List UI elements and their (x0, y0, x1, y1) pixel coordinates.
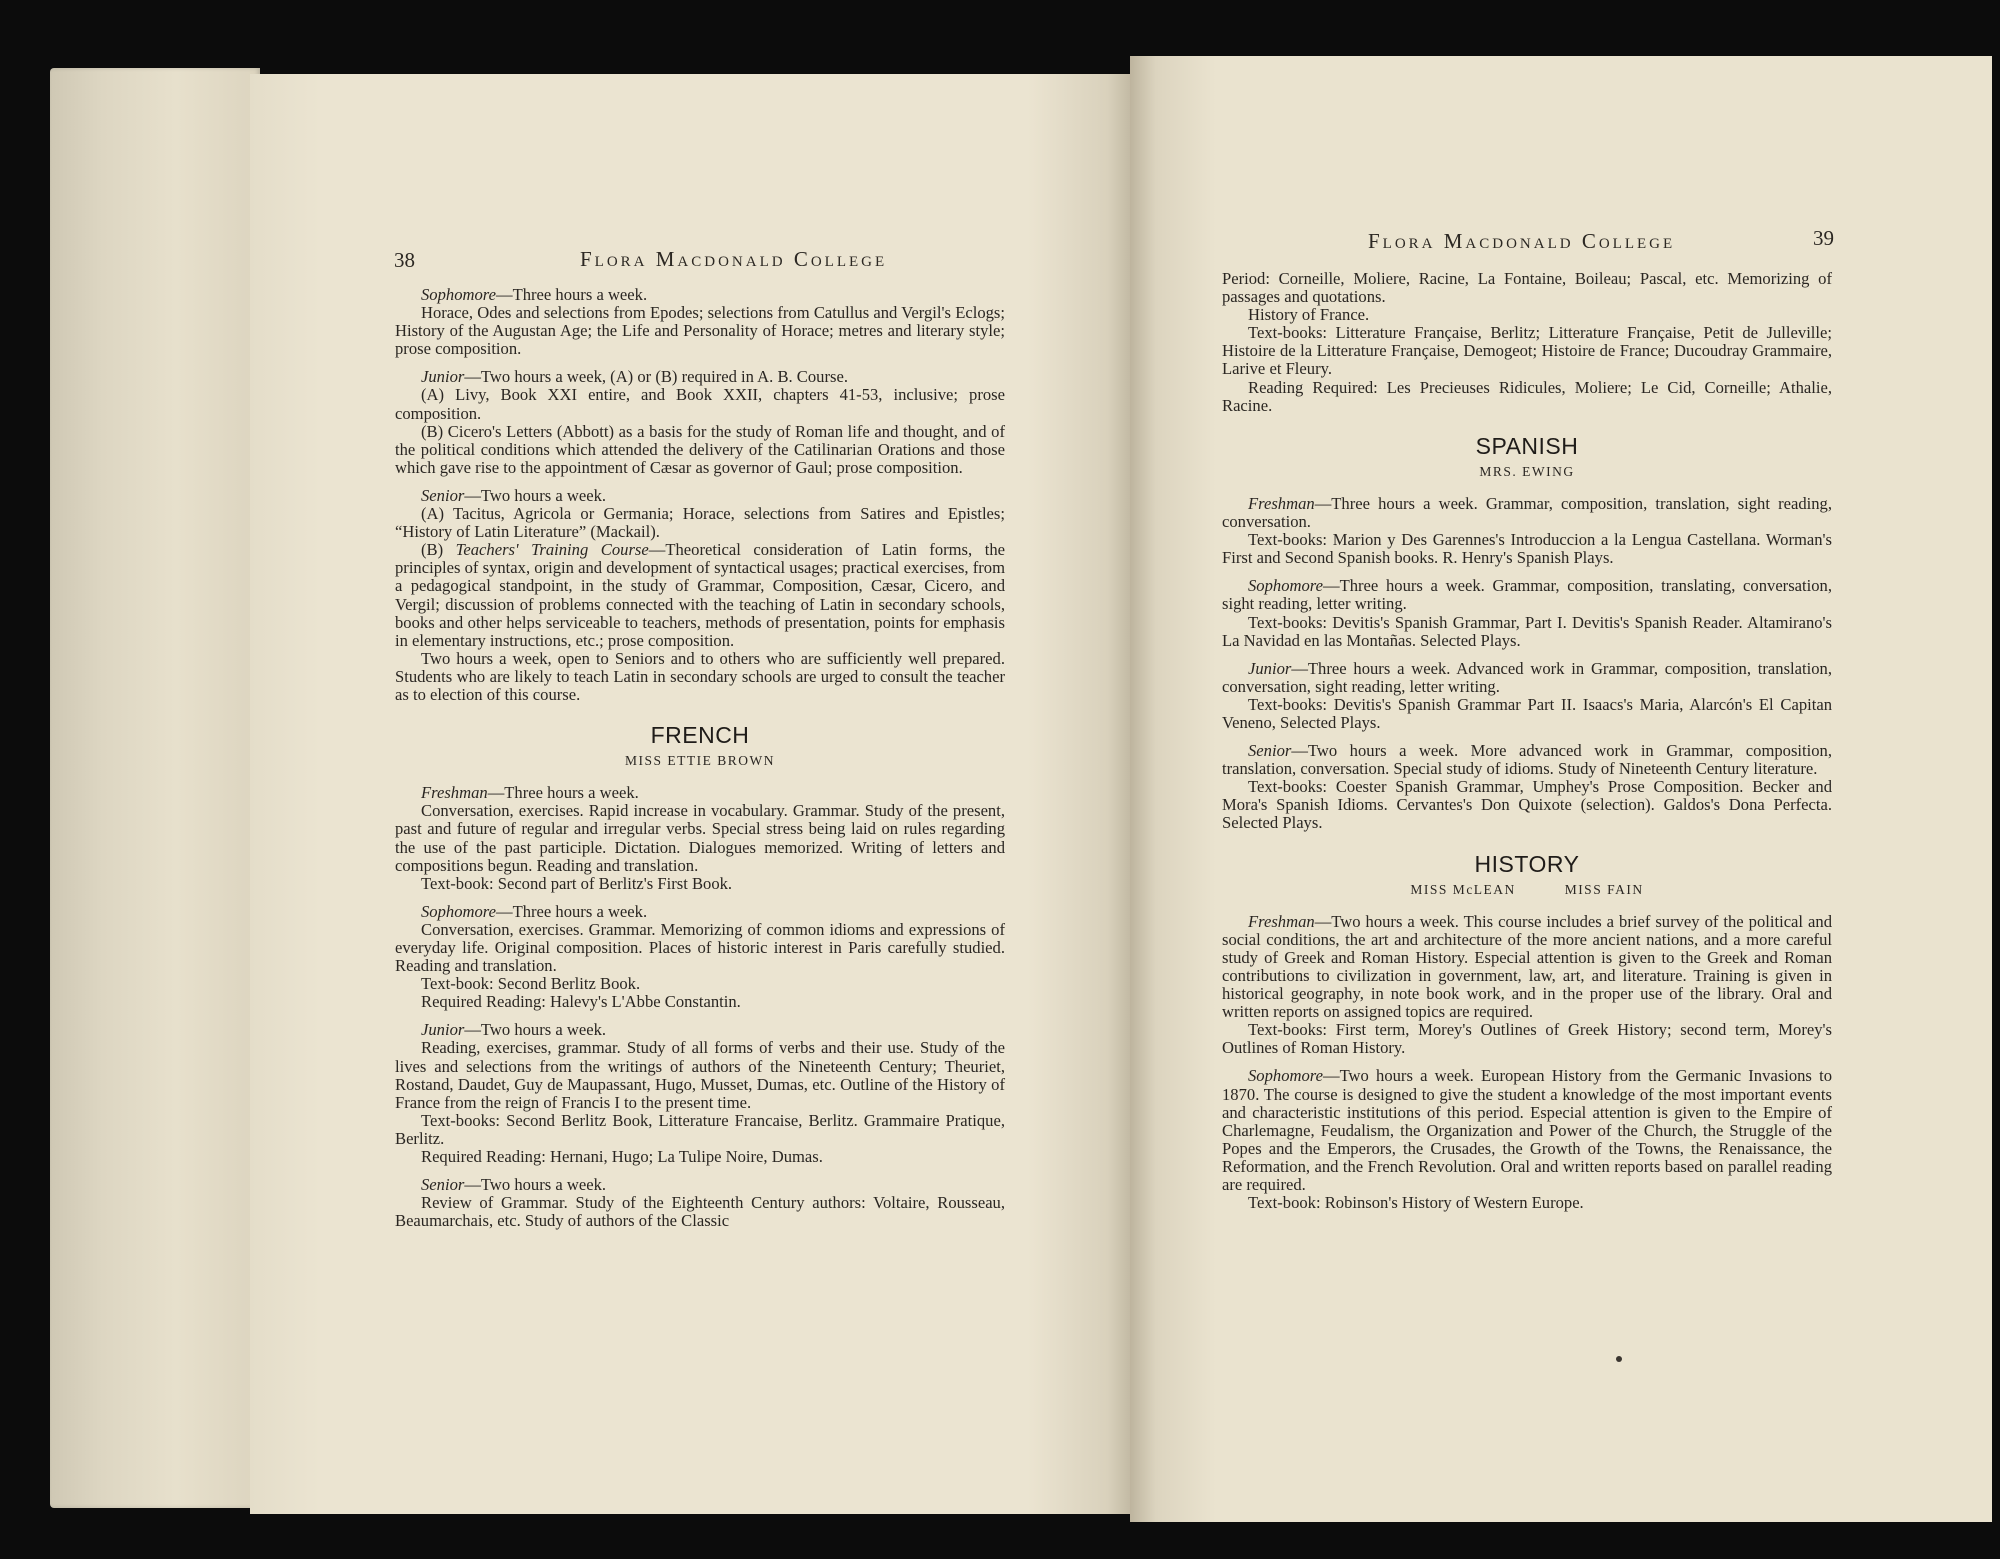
paragraph-text: Required Reading: Hernani, Hugo; La Tulipe Noire, Dumas. (421, 1147, 823, 1167)
paragraph (395, 1194, 1005, 1230)
paragraph-text: —Three hours a week. (495, 901, 648, 921)
history-instructors (1222, 881, 1832, 899)
paragraph-text: —Two hours a week. (464, 1175, 607, 1195)
course-level-label: Sophomore (421, 285, 496, 304)
paragraph (1222, 379, 1832, 415)
left-page-text (395, 286, 1005, 1230)
course-level-label: Freshman (1248, 493, 1315, 513)
paragraph-text: Text-books: Litterature Française, Berlitz; Litterature Française, Petit de Julleville; Histoire de la Litterature Française, Demogeot; Histoire de France; Ducoudray Grammaire, Larive et Fleury. (1222, 323, 1832, 379)
paragraph (395, 368, 1005, 386)
paragraph (1222, 614, 1832, 650)
spanish-heading: SPANISH (1475, 432, 1579, 459)
right-page (1130, 56, 1992, 1522)
paragraph-text: —Three hours a week. Advanced work in Grammar, composition, translation, conversation, sight reading, letter writing. (1222, 658, 1832, 696)
course-level-label: Junior (421, 367, 465, 387)
paragraph (395, 802, 1005, 874)
paragraph-text: History of France. (1248, 305, 1370, 325)
course-level-label: Freshman (421, 783, 488, 803)
paragraph-text: —Three hours a week. (495, 285, 648, 304)
paragraph (1222, 660, 1832, 696)
right-running-head: Flora Macdonald College (1368, 229, 1676, 253)
paragraph (395, 1148, 1005, 1166)
paragraph (1222, 778, 1832, 832)
paragraph (395, 304, 1005, 358)
paragraph (395, 975, 1005, 993)
paragraph-text: Conversation, exercises. Grammar. Memorizing of common idioms and expressions of everyday life. Original composition. Places of historic interest in Paris carefully studied. Reading and translation. (395, 919, 1005, 976)
paragraph (395, 784, 1005, 802)
paragraph (1222, 270, 1832, 306)
paragraph (1222, 324, 1832, 378)
paragraph-text: —Two hours a week, (A) or (B) required in A. B. Course. (464, 367, 848, 387)
paragraph-text: Reading Required: Les Precieuses Ridicules, Moliere; Le Cid, Corneille; Athalie, Racine. (1222, 377, 1832, 415)
paragraph (395, 650, 1005, 704)
paragraph (1222, 913, 1832, 1022)
page-stack-edge (50, 68, 260, 1508)
course-level-label: Sophomore (1248, 1066, 1323, 1086)
course-level-label: Freshman (1248, 911, 1315, 931)
paragraph (395, 993, 1005, 1011)
paragraph (1222, 577, 1832, 613)
paragraph (395, 875, 1005, 893)
paragraph (1222, 696, 1832, 732)
paragraph-text: —Three hours a week. (487, 783, 639, 803)
history-heading: HISTORY (1474, 850, 1580, 877)
course-level-label: Sophomore (1248, 576, 1323, 596)
french-continued-section (1222, 270, 1832, 415)
paragraph (395, 903, 1005, 921)
paragraph-text: Period: Corneille, Moliere, Racine, La Fontaine, Boileau; Pascal, etc. Memorizing of passages and quotations. (1222, 269, 1832, 307)
latin-section (395, 286, 1005, 704)
course-level-label: Teachers' Training Course (455, 540, 649, 560)
course-level-label: Senior (1248, 741, 1292, 761)
paragraph (395, 1112, 1005, 1148)
french-section (395, 784, 1005, 1230)
right-page-number: 39 (1813, 226, 1834, 250)
paragraph (395, 423, 1005, 477)
paragraph (1222, 742, 1832, 778)
paragraph (395, 505, 1005, 541)
paragraph-text: Text-books: Marion y Des Garennes's Introduccion a la Lengua Castellana. Worman's First and Second Spanish books. R. Henry's Spanish Plays. (1222, 530, 1832, 568)
paragraph-text: Two hours a week, open to Seniors and to others who are sufficiently well prepared. Students who are likely to teach Latin in secondary schools are urged to consult the teacher as to election of this course. (395, 648, 1005, 704)
course-level-label: Sophomore (421, 901, 496, 921)
paragraph (395, 487, 1005, 505)
paragraph (1222, 1021, 1832, 1057)
paragraph-text: Horace, Odes and selections from Epodes; selections from Catullus and Vergil's Eclogs; History of the Augustan Age; the Life and Personality of Horace; metres and literary style; prose composition. (395, 303, 1005, 359)
paragraph (1222, 1067, 1832, 1194)
paragraph (1222, 495, 1832, 531)
paragraph-text: Text-books: Coester Spanish Grammar, Umphey's Prose Composition. Becker and Mora's Spanish Idioms. Cervantes's Don Quixote (selection). Galdos's Dona Perfecta. Selected Plays. (1222, 777, 1832, 833)
paragraph (1222, 531, 1832, 567)
french-instructor: MISS ETTIE BROWN (625, 753, 775, 769)
paragraph-text: Text-book: Second Berlitz Book. (421, 974, 641, 994)
paragraph-text: Text-books: Devitis's Spanish Grammar, Part I. Devitis's Spanish Reader. Altamirano's La Navidad en las Montañas. Selected Plays. (1222, 612, 1832, 650)
paragraph-text: Text-book: Robinson's History of Western Europe. (1248, 1193, 1584, 1213)
open-book (50, 56, 1942, 1522)
paragraph-text: —Two hours a week. (464, 1020, 607, 1040)
left-page-number: 38 (394, 248, 415, 272)
paragraph (395, 386, 1005, 422)
paragraph-text: —Two hours a week. European History from the Germanic Invasions to 1870. The course is designed to give the student a knowledge of the most important events and characteristic institutions of this period. Especial attention is given to the Empire of Charlemagne, Feudalism, the Organization and Power of the Church, the Struggle of the Popes and the Emperors, the Crusades, the Growth of the Towns, the Renaissance, the Reformation, and the French Revolution. Oral and written reports based on parallel reading are required. (1222, 1066, 1832, 1195)
paragraph-text: (A) Livy, Book XXI entire, and Book XXII, chapters 41-53, inclusive; prose composition. (395, 385, 1005, 423)
course-level-label: Senior (421, 485, 465, 505)
paragraph-text: Reading, exercises, grammar. Study of all forms of verbs and their use. Study of the lives and selections from the writings of authors of the Nineteenth Century; Theuriet, Rostand, Daudet, Guy de Maupassant, Hugo, Musset, Dumas, etc. Outline of the History of France from the reign of Francis I to the present time. (395, 1038, 1005, 1112)
spanish-instructor: MRS. EWING (1479, 463, 1575, 479)
paragraph (395, 1039, 1005, 1111)
paragraph (395, 921, 1005, 975)
left-page (250, 74, 1134, 1514)
spanish-section (1222, 495, 1832, 833)
paragraph-text: —Theoretical consideration of Latin forms, the principles of syntax, origin and development of syntactical usages; practical exercises, from a pedagogical standpoint, in the study of Grammar, Composition, Cæsar, Cicero, and Vergil; discussion of problems connected with the teaching of Latin in secondary schools, books and other helps serviceable to teachers, methods of presentation, points for emphasis in elementary instructions, etc.; prose composition. (395, 540, 1005, 650)
paragraph-text: Review of Grammar. Study of the Eighteenth Century authors: Voltaire, Rousseau, Beaumarchais, etc. Study of authors of the Classic (395, 1193, 1005, 1231)
paragraph (1222, 306, 1832, 324)
paragraph-text: —Three hours a week. Grammar, composition, translating, conversation, sight reading, letter writing. (1222, 576, 1832, 614)
paragraph-text: Required Reading: Halevy's L'Abbe Constantin. (421, 992, 741, 1012)
history-instructor-1: MISS McLEAN (1410, 881, 1516, 897)
paragraph-text: —Two hours a week. (464, 485, 607, 505)
paragraph-text: —Two hours a week. This course includes a brief survey of the political and social conditions, the art and architecture of the more ancient nations, and a more careful study of Greek and Roman History. Especial attention is given to the Greek and Roman contributions to civilization in government, law, art, and literature. Training is given in historical geography, in note book work, and in the proper use of the library. Oral and written reports on assigned topics are required. (1222, 911, 1832, 1022)
history-section (1222, 913, 1832, 1213)
history-instructor-2: MISS FAIN (1564, 881, 1644, 897)
paragraph-text: Conversation, exercises. Rapid increase in vocabulary. Grammar. Study of the present, past and future of regular and irregular verbs. Special stress being laid on rules regarding the use of the past participle. Dictation. Dialogues memorized. Writing of letters and compositions begun. Reading and translation. (395, 801, 1005, 875)
paragraph (395, 1176, 1005, 1194)
paragraph-text: Text-books: First term, Morey's Outlines of Greek History; second term, Morey's Outlines of Roman History. (1222, 1020, 1832, 1058)
course-level-label: Junior (421, 1020, 465, 1040)
paragraph (395, 541, 1005, 650)
right-page-text (1222, 270, 1832, 1212)
paragraph (395, 1021, 1005, 1039)
course-level-label: Junior (1248, 658, 1292, 678)
paragraph-text: Text-book: Second part of Berlitz's First Book. (421, 873, 733, 893)
paragraph-prefix: (B) (421, 540, 456, 560)
course-level-label: Senior (421, 1175, 465, 1195)
paragraph-text: —Two hours a week. More advanced work in Grammar, composition, translation, conversation. Special study of idioms. Study of Nineteenth Century literature. (1222, 741, 1832, 779)
paragraph (395, 286, 1005, 304)
paragraph-text: (A) Tacitus, Agricola or Germania; Horace, selections from Satires and Epistles; “History of Latin Literature” (Mackail). (395, 504, 1005, 542)
paragraph (1222, 1194, 1832, 1212)
paragraph-text: Text-books: Second Berlitz Book, Litterature Francaise, Berlitz. Grammaire Pratique, Berlitz. (395, 1110, 1005, 1148)
page-mark (1616, 1356, 1622, 1362)
paragraph-text: (B) Cicero's Letters (Abbott) as a basis for the study of Roman life and thought, and of the political conditions which attended the delivery of the Catilinarian Orations and those which gave rise to the appointment of Cæsar as governor of Gaul; prose composition. (395, 421, 1005, 477)
left-running-head: Flora Macdonald College (580, 247, 888, 271)
french-heading: FRENCH (650, 722, 750, 749)
paragraph-text: —Three hours a week. Grammar, composition, translation, sight reading, conversation. (1222, 493, 1832, 532)
paragraph-text: Text-books: Devitis's Spanish Grammar Part II. Isaacs's Maria, Alarcón's El Capitan Veneno, Selected Plays. (1222, 694, 1832, 732)
